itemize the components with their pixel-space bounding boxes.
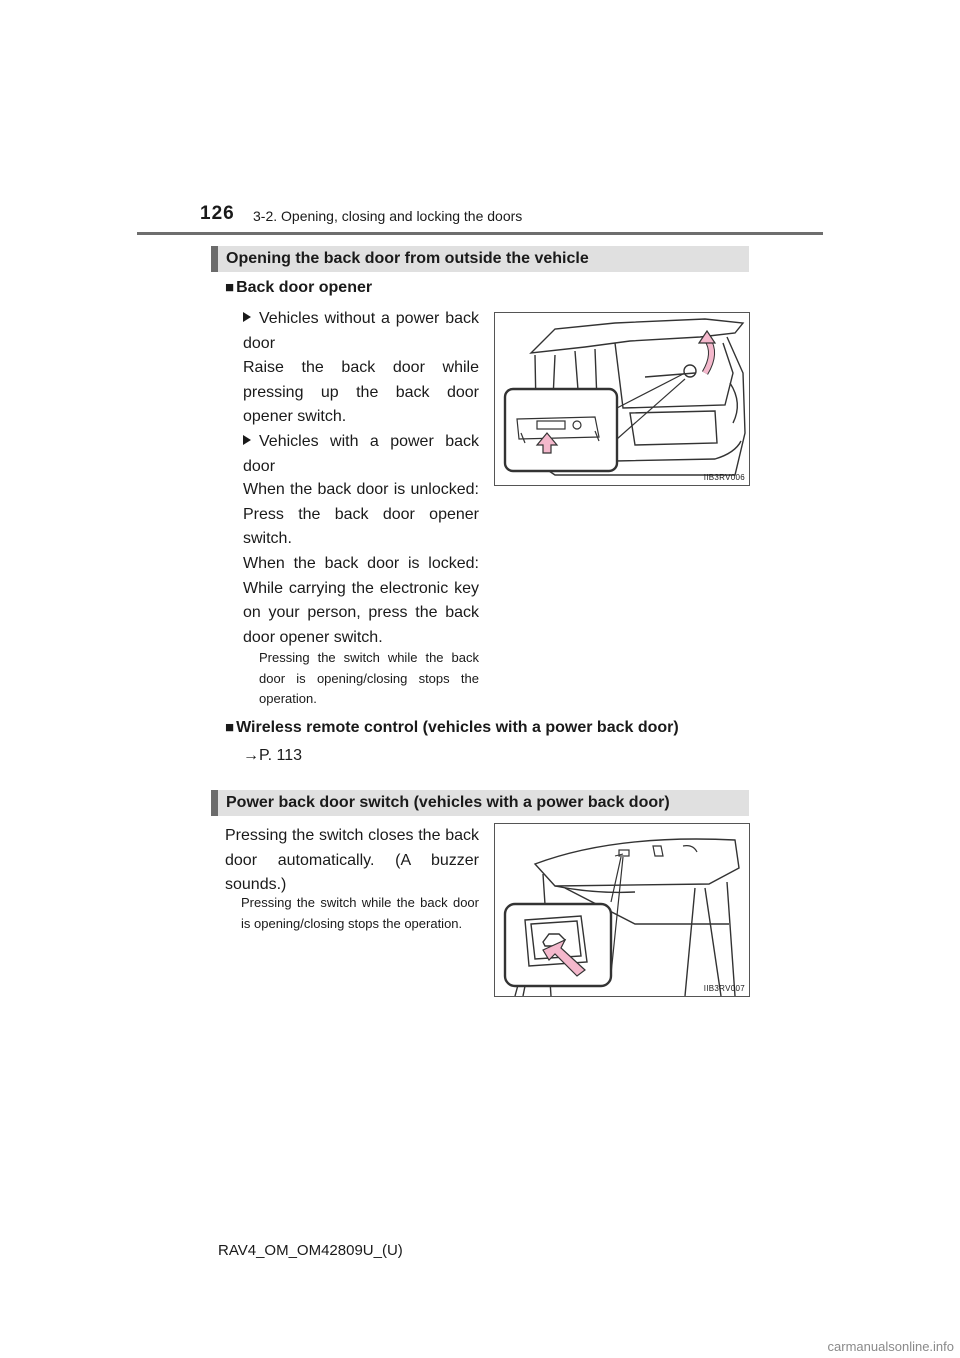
header-rule xyxy=(137,232,823,235)
rear-vehicle-illustration xyxy=(495,313,749,485)
bullet-text: Vehicles without a power back door xyxy=(243,310,479,352)
triangle-bullet-icon xyxy=(243,435,251,445)
subheading-text: Wireless remote control (vehicles with a power back door) xyxy=(236,719,679,736)
section-title-power-switch: Power back door switch (vehicles with a power back door) xyxy=(211,790,749,816)
paragraph-switch-closes: Pressing the switch closes the back door automatically. (A buzzer sounds.) xyxy=(225,827,479,893)
figure-power-door-switch xyxy=(494,823,750,997)
square-bullet-icon: ■ xyxy=(225,719,235,736)
note-switch-stops: Pressing the switch while the back door is opening/closing stops the operation. xyxy=(241,895,479,931)
page-reference-link[interactable]: →P. 113 xyxy=(243,747,303,764)
open-back-door-illustration xyxy=(495,824,749,996)
subheading-wireless-remote xyxy=(225,719,679,737)
bullet-no-power-door xyxy=(243,307,479,356)
figure-code: IIB3RV007 xyxy=(703,984,745,993)
bullet-text: Vehicles with a power back door xyxy=(243,433,479,475)
bullet-power-door xyxy=(243,430,479,479)
square-bullet-icon: ■ xyxy=(225,279,235,296)
paragraph-unlocked: When the back door is unlocked: Press the back door opener switch. xyxy=(243,481,479,547)
page-number: 126 xyxy=(200,203,235,224)
section-path: 3-2. Opening, closing and locking the doors xyxy=(253,208,523,224)
note-stops-operation: Pressing the switch while the back door is opening/closing stops the operation. xyxy=(259,650,479,706)
section-title-outside-opening: Opening the back door from outside the vehicle xyxy=(211,246,749,272)
watermark: carmanualsonline.info xyxy=(827,1339,954,1354)
subheading-back-door-opener xyxy=(225,279,372,297)
triangle-bullet-icon xyxy=(243,312,251,322)
paragraph-raise-door: Raise the back door while pressing up the back door opener switch. xyxy=(243,359,479,425)
figure-code: IIB3RV006 xyxy=(703,473,745,482)
document-code: RAV4_OM_OM42809U_(U) xyxy=(218,1242,403,1259)
paragraph-locked: When the back door is locked: While carrying the electronic key on your person, press the back door opener switch. xyxy=(243,555,479,646)
figure-back-door-opener xyxy=(494,312,750,486)
subheading-text: Back door opener xyxy=(236,279,373,296)
